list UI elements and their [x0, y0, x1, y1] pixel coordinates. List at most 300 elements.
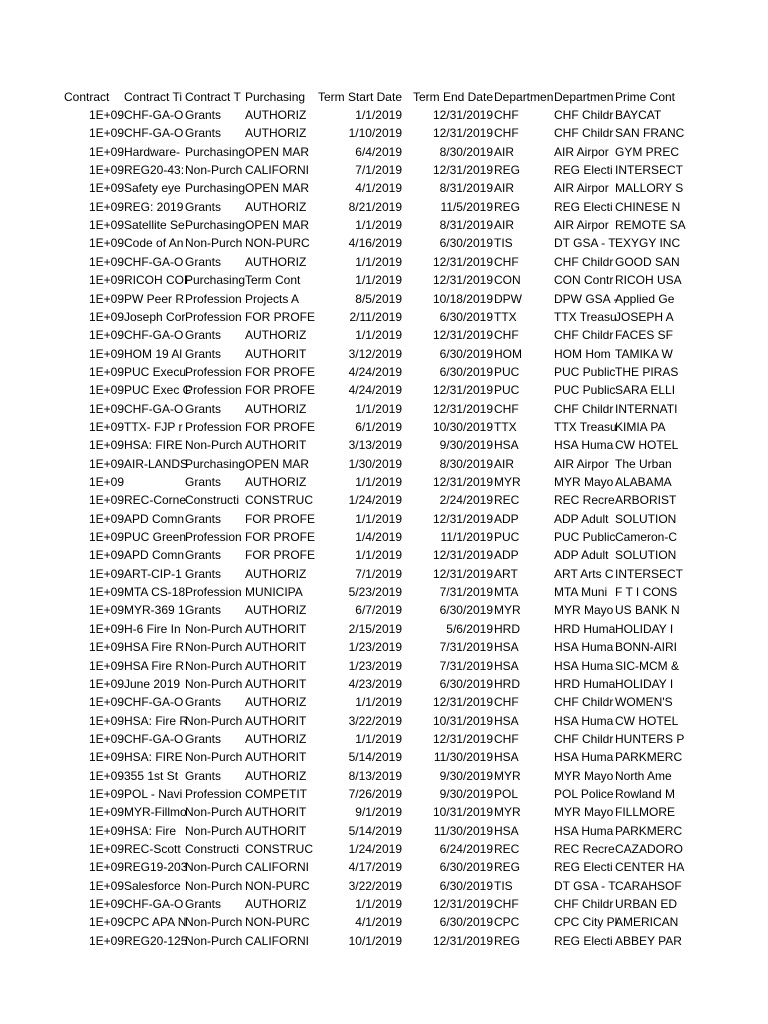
prime-contractor-cell[interactable]: US BANK N [615, 603, 680, 618]
prime-contractor-cell[interactable]: The Urban [615, 456, 672, 471]
contract-cell[interactable]: 1E+09 [88, 254, 124, 269]
contract-title-cell[interactable]: HSA Fire R [124, 640, 185, 655]
term-start-date-cell[interactable]: 4/1/2019 [355, 915, 402, 930]
header-cell-contract-type[interactable]: Contract T [185, 90, 241, 104]
department-cell[interactable]: HOM Hom [554, 346, 611, 361]
term-start-date-cell[interactable]: 9/1/2019 [355, 805, 402, 820]
contract-title-cell[interactable]: Salesforce [124, 878, 181, 893]
contract-type-cell[interactable]: Purchasing [185, 456, 246, 471]
term-end-date-cell[interactable]: 6/24/2019 [439, 842, 493, 856]
term-start-date-cell[interactable]: 6/7/2019 [355, 603, 402, 618]
department-cell[interactable]: CHF Childr [554, 401, 614, 416]
prime-contractor-cell[interactable]: HUNTERS P [615, 731, 685, 746]
department-code-cell[interactable]: HRD [494, 676, 520, 691]
department-cell[interactable]: CPC City Pl [554, 915, 618, 930]
term-end-date-cell[interactable]: 6/30/2019 [439, 878, 493, 893]
department-code-cell[interactable]: AIR [494, 144, 515, 159]
term-start-date-cell[interactable]: 6/4/2019 [355, 144, 402, 159]
purchasing-cell[interactable]: AUTHORIT [245, 346, 307, 361]
term-end-date-cell[interactable]: 6/30/2019 [439, 309, 493, 324]
department-code-cell[interactable]: DPW [494, 291, 522, 306]
contract-type-cell[interactable]: Grants [185, 254, 222, 269]
prime-contractor-cell[interactable]: CW HOTEL [615, 713, 679, 728]
contract-cell[interactable]: 1E+09 [88, 842, 124, 856]
contract-title-cell[interactable]: CHF-GA-O [124, 401, 184, 416]
department-code-cell[interactable]: TTX [494, 309, 517, 324]
contract-cell[interactable]: 1E+09 [88, 530, 124, 545]
purchasing-cell[interactable]: MUNICIPA [245, 585, 303, 600]
prime-contractor-cell[interactable]: North Ame [615, 768, 672, 783]
term-end-date-cell[interactable]: 6/30/2019 [439, 364, 493, 379]
contract-cell[interactable]: 1E+09 [88, 419, 124, 434]
purchasing-cell[interactable]: COMPETIT [245, 786, 307, 801]
contract-title-cell[interactable]: Satellite Se [124, 218, 185, 233]
prime-contractor-cell[interactable]: JOSEPH A [615, 309, 674, 324]
contract-cell[interactable]: 1E+09 [88, 768, 124, 783]
prime-contractor-cell[interactable]: BAYCAT [615, 108, 662, 122]
purchasing-cell[interactable]: AUTHORIT [245, 658, 307, 673]
department-code-cell[interactable]: REC [494, 842, 520, 856]
contract-title-cell[interactable]: CHF-GA-O [124, 328, 184, 343]
term-end-date-cell[interactable]: 10/31/2019 [432, 805, 493, 820]
contract-cell[interactable]: 1E+09 [88, 181, 124, 196]
prime-contractor-cell[interactable]: CHINESE N [615, 199, 681, 214]
contract-title-cell[interactable]: MTA CS-18 [124, 585, 186, 600]
purchasing-cell[interactable]: OPEN MAR [245, 144, 310, 159]
term-end-date-cell[interactable]: 6/30/2019 [439, 860, 493, 875]
contract-title-cell[interactable]: CHF-GA-O [124, 126, 184, 141]
department-cell[interactable]: HRD Huma [554, 621, 616, 636]
term-end-date-cell[interactable]: 11/30/2019 [433, 750, 493, 765]
department-code-cell[interactable]: AIR [494, 456, 515, 471]
contract-title-cell[interactable]: Hardware- [124, 144, 181, 159]
contract-type-cell[interactable]: Non-Purch [185, 860, 243, 875]
contract-title-cell[interactable]: Code of An [124, 236, 184, 251]
prime-contractor-cell[interactable]: INTERSECT [615, 163, 684, 178]
department-code-cell[interactable]: HSA [494, 750, 519, 765]
header-cell-term-start-date[interactable]: Term Start Date [317, 90, 402, 104]
contract-cell[interactable]: 1E+09 [88, 640, 124, 655]
department-code-cell[interactable]: MYR [494, 768, 521, 783]
contract-cell[interactable]: 1E+09 [88, 383, 124, 398]
department-cell[interactable]: CHF Childr [554, 254, 614, 269]
purchasing-cell[interactable]: AUTHORIT [245, 750, 307, 765]
prime-contractor-cell[interactable]: GYM PREC [615, 144, 680, 159]
department-cell[interactable]: CHF Childr [554, 126, 614, 141]
term-end-date-cell[interactable]: 9/30/2019 [439, 768, 493, 783]
prime-contractor-cell[interactable]: ALABAMA [615, 475, 672, 489]
department-cell[interactable]: PUC Public [554, 364, 616, 379]
contract-type-cell[interactable]: Non-Purch [185, 878, 243, 893]
contract-title-cell[interactable]: APD Comn [124, 511, 185, 526]
contract-title-cell[interactable]: PUC Execu [124, 364, 187, 379]
department-code-cell[interactable]: CHF [494, 328, 519, 343]
contract-type-cell[interactable]: Profession [185, 364, 242, 379]
header-cell-term-end-date[interactable]: Term End Date [412, 90, 493, 104]
department-cell[interactable]: HSA Huma [554, 438, 614, 453]
term-start-date-cell[interactable]: 4/17/2019 [348, 860, 402, 875]
prime-contractor-cell[interactable]: INTERNATI [615, 401, 678, 416]
term-start-date-cell[interactable]: 10/1/2019 [348, 933, 402, 948]
contract-title-cell[interactable]: HSA: Fire [124, 823, 177, 838]
purchasing-cell[interactable]: CONSTRUC [245, 493, 313, 508]
contract-cell[interactable]: 1E+09 [88, 897, 124, 912]
term-end-date-cell[interactable]: 8/31/2019 [439, 181, 493, 196]
term-start-date-cell[interactable]: 3/12/2019 [348, 346, 402, 361]
department-code-cell[interactable]: ART [494, 566, 518, 581]
department-cell[interactable]: MTA Muni [554, 585, 608, 600]
department-code-cell[interactable]: CHF [494, 897, 519, 912]
purchasing-cell[interactable]: FOR PROFE [245, 364, 316, 379]
department-code-cell[interactable]: TIS [494, 236, 513, 251]
header-cell-department[interactable]: Departmen [554, 90, 614, 104]
prime-contractor-cell[interactable]: RICOH USA [615, 273, 682, 288]
prime-contractor-cell[interactable]: BONN-AIRI [615, 640, 678, 655]
department-code-cell[interactable]: CHF [494, 695, 519, 710]
term-end-date-cell[interactable]: 11/1/2019 [440, 530, 493, 545]
term-end-date-cell[interactable]: 9/30/2019 [439, 786, 493, 801]
contract-cell[interactable]: 1E+09 [88, 401, 124, 416]
term-start-date-cell[interactable]: 1/1/2019 [355, 475, 402, 489]
contract-cell[interactable]: 1E+09 [88, 823, 124, 838]
department-cell[interactable]: REG Electi [554, 933, 613, 948]
contract-type-cell[interactable]: Grants [185, 603, 222, 618]
contract-title-cell[interactable]: June 2019 [124, 676, 181, 691]
department-cell[interactable]: PUC Public [554, 530, 616, 545]
purchasing-cell[interactable]: AUTHORIZ [245, 695, 307, 710]
header-cell-department-code[interactable]: Departmen [494, 90, 554, 104]
term-end-date-cell[interactable]: 12/31/2019 [432, 897, 493, 912]
term-start-date-cell[interactable]: 1/23/2019 [348, 658, 402, 673]
prime-contractor-cell[interactable]: F T I CONS [615, 585, 678, 600]
term-start-date-cell[interactable]: 4/24/2019 [348, 364, 402, 379]
term-end-date-cell[interactable]: 10/31/2019 [432, 713, 493, 728]
term-start-date-cell[interactable]: 8/13/2019 [348, 768, 402, 783]
term-start-date-cell[interactable]: 1/24/2019 [348, 493, 402, 508]
term-start-date-cell[interactable]: 7/26/2019 [348, 786, 402, 801]
term-end-date-cell[interactable]: 11/5/2019 [440, 199, 493, 214]
contract-type-cell[interactable]: Profession [185, 309, 242, 324]
department-code-cell[interactable]: CHF [494, 126, 519, 141]
purchasing-cell[interactable]: FOR PROFE [245, 309, 316, 324]
term-end-date-cell[interactable]: 12/31/2019 [432, 401, 493, 416]
contract-title-cell[interactable]: CHF-GA-O [124, 254, 184, 269]
contract-cell[interactable]: 1E+09 [88, 548, 124, 563]
department-code-cell[interactable]: AIR [494, 181, 515, 196]
term-end-date-cell[interactable]: 6/30/2019 [439, 346, 493, 361]
contract-title-cell[interactable]: REG: 2019 [124, 199, 184, 214]
department-cell[interactable]: REG Electi [554, 860, 613, 875]
contract-type-cell[interactable]: Non-Purch [185, 676, 243, 691]
purchasing-cell[interactable]: AUTHORIZ [245, 475, 307, 489]
contract-cell[interactable]: 1E+09 [88, 621, 124, 636]
term-start-date-cell[interactable]: 2/11/2019 [349, 309, 402, 324]
prime-contractor-cell[interactable]: SOLUTION [615, 511, 677, 526]
contract-type-cell[interactable]: Grants [185, 768, 222, 783]
term-start-date-cell[interactable]: 7/1/2019 [355, 566, 402, 581]
contract-title-cell[interactable]: REG20-125 [124, 933, 188, 948]
term-end-date-cell[interactable]: 8/30/2019 [439, 144, 493, 159]
prime-contractor-cell[interactable]: HOLIDAY I [615, 621, 674, 636]
contract-type-cell[interactable]: Non-Purch [185, 640, 243, 655]
contract-cell[interactable]: 1E+09 [88, 328, 124, 343]
purchasing-cell[interactable]: Projects A [245, 291, 300, 306]
purchasing-cell[interactable]: Term Cont [245, 273, 301, 288]
department-cell[interactable]: DT GSA - T [554, 878, 616, 893]
department-code-cell[interactable]: AIR [494, 218, 515, 233]
term-start-date-cell[interactable]: 1/23/2019 [348, 640, 402, 655]
contract-title-cell[interactable]: 355 1st St [124, 768, 179, 783]
contract-cell[interactable]: 1E+09 [88, 566, 124, 581]
header-cell-purchasing[interactable]: Purchasing [245, 90, 306, 104]
contract-cell[interactable]: 1E+09 [88, 658, 124, 673]
term-start-date-cell[interactable]: 1/1/2019 [355, 897, 402, 912]
contract-type-cell[interactable]: Purchasing [185, 181, 246, 196]
contract-type-cell[interactable]: Grants [185, 401, 222, 416]
contract-type-cell[interactable]: Non-Purch [185, 933, 243, 948]
contract-cell[interactable]: 1E+09 [88, 511, 124, 526]
term-start-date-cell[interactable]: 1/1/2019 [355, 218, 402, 233]
department-code-cell[interactable]: PUC [494, 530, 520, 545]
prime-contractor-cell[interactable]: CW HOTEL [615, 438, 679, 453]
contract-cell[interactable]: 1E+09 [88, 163, 124, 178]
prime-contractor-cell[interactable]: EXYGY INC [615, 236, 681, 251]
contract-title-cell[interactable]: HOM 19 Al [124, 346, 183, 361]
contract-cell[interactable]: 1E+09 [88, 493, 124, 508]
term-start-date-cell[interactable]: 1/10/2019 [348, 126, 402, 141]
prime-contractor-cell[interactable]: SAN FRANC [615, 126, 685, 141]
department-cell[interactable]: MYR Mayo [554, 475, 614, 489]
term-end-date-cell[interactable]: 12/31/2019 [432, 254, 493, 269]
department-cell[interactable]: HSA Huma [554, 640, 614, 655]
contract-cell[interactable]: 1E+09 [88, 731, 124, 746]
department-cell[interactable]: AIR Airpor [554, 181, 609, 196]
purchasing-cell[interactable]: OPEN MAR [245, 456, 310, 471]
purchasing-cell[interactable]: AUTHORIZ [245, 897, 307, 912]
contract-title-cell[interactable]: CHF-GA-O [124, 695, 184, 710]
department-code-cell[interactable]: REG [494, 199, 521, 214]
contract-cell[interactable]: 1E+09 [88, 878, 124, 893]
term-start-date-cell[interactable]: 4/16/2019 [348, 236, 402, 251]
contract-cell[interactable]: 1E+09 [88, 695, 124, 710]
contract-type-cell[interactable]: Grants [185, 695, 222, 710]
department-cell[interactable]: HSA Huma [554, 713, 614, 728]
term-end-date-cell[interactable]: 7/31/2019 [439, 585, 493, 600]
department-cell[interactable]: MYR Mayo [554, 603, 614, 618]
prime-contractor-cell[interactable]: URBAN ED [615, 897, 678, 912]
department-code-cell[interactable]: HRD [494, 621, 520, 636]
contract-type-cell[interactable]: Grants [185, 511, 222, 526]
term-start-date-cell[interactable]: 1/1/2019 [355, 731, 402, 746]
department-cell[interactable]: CHF Childr [554, 731, 614, 746]
department-code-cell[interactable]: MYR [494, 603, 521, 618]
contract-type-cell[interactable]: Grants [185, 566, 222, 581]
department-code-cell[interactable]: CPC [494, 915, 520, 930]
department-code-cell[interactable]: MYR [494, 475, 521, 489]
department-code-cell[interactable]: HSA [494, 438, 519, 453]
department-cell[interactable]: TTX Treasu [554, 309, 617, 324]
department-cell[interactable]: HSA Huma [554, 750, 614, 765]
contract-cell[interactable]: 1E+09 [88, 108, 124, 122]
term-end-date-cell[interactable]: 12/31/2019 [432, 511, 493, 526]
term-start-date-cell[interactable]: 8/21/2019 [348, 199, 402, 214]
contract-title-cell[interactable]: MYR-369 1 [124, 603, 185, 618]
purchasing-cell[interactable]: OPEN MAR [245, 181, 310, 196]
purchasing-cell[interactable]: FOR PROFE [245, 530, 316, 545]
contract-cell[interactable]: 1E+09 [88, 218, 124, 233]
term-end-date-cell[interactable]: 12/31/2019 [432, 273, 493, 288]
term-end-date-cell[interactable]: 6/30/2019 [439, 603, 493, 618]
purchasing-cell[interactable]: FOR PROFE [245, 548, 316, 563]
department-cell[interactable]: MYR Mayo [554, 768, 614, 783]
purchasing-cell[interactable]: CALIFORNI [245, 933, 310, 948]
term-start-date-cell[interactable]: 1/1/2019 [355, 511, 402, 526]
term-end-date-cell[interactable]: 5/6/2019 [446, 621, 493, 636]
contract-type-cell[interactable]: Purchasing [185, 144, 246, 159]
contract-type-cell[interactable]: Profession [185, 419, 242, 434]
term-end-date-cell[interactable]: 12/31/2019 [432, 566, 493, 581]
term-start-date-cell[interactable]: 1/30/2019 [348, 456, 402, 471]
contract-type-cell[interactable]: Grants [185, 126, 222, 141]
term-end-date-cell[interactable]: 12/31/2019 [432, 383, 493, 398]
purchasing-cell[interactable]: FOR PROFE [245, 511, 316, 526]
department-cell[interactable]: AIR Airpor [554, 218, 609, 233]
purchasing-cell[interactable]: CALIFORNI [245, 860, 310, 875]
prime-contractor-cell[interactable]: CARAHSOF [615, 878, 682, 893]
contract-cell[interactable]: 1E+09 [88, 585, 124, 600]
term-end-date-cell[interactable]: 12/31/2019 [432, 731, 493, 746]
department-cell[interactable]: ADP Adult [554, 548, 609, 563]
prime-contractor-cell[interactable]: CENTER HA [615, 860, 685, 875]
term-start-date-cell[interactable]: 7/1/2019 [355, 163, 402, 178]
contract-cell[interactable]: 1E+09 [88, 126, 124, 141]
term-start-date-cell[interactable]: 8/5/2019 [355, 291, 402, 306]
contract-title-cell[interactable]: REG20-43: [124, 163, 185, 178]
contract-cell[interactable]: 1E+09 [88, 291, 124, 306]
department-code-cell[interactable]: MYR [494, 805, 521, 820]
term-end-date-cell[interactable]: 6/30/2019 [439, 915, 493, 930]
contract-cell[interactable]: 1E+09 [88, 346, 124, 361]
contract-cell[interactable]: 1E+09 [88, 603, 124, 618]
department-code-cell[interactable]: CHF [494, 254, 519, 269]
contract-title-cell[interactable]: PUC Exec C [124, 383, 192, 398]
contract-type-cell[interactable]: Grants [185, 731, 222, 746]
contract-title-cell[interactable]: CHF-GA-O [124, 897, 184, 912]
prime-contractor-cell[interactable]: PARKMERC [615, 823, 683, 838]
contract-type-cell[interactable]: Non-Purch [185, 823, 243, 838]
term-end-date-cell[interactable]: 12/31/2019 [432, 328, 493, 343]
department-cell[interactable]: POL Police [554, 786, 614, 801]
department-code-cell[interactable]: HSA [494, 640, 519, 655]
purchasing-cell[interactable]: AUTHORIZ [245, 199, 307, 214]
contract-title-cell[interactable]: CPC APA N [124, 915, 187, 930]
purchasing-cell[interactable]: AUTHORIT [245, 676, 307, 691]
department-cell[interactable]: CHF Childr [554, 897, 614, 912]
term-start-date-cell[interactable]: 5/14/2019 [348, 750, 402, 765]
contract-title-cell[interactable]: REC-Scott [124, 842, 181, 856]
prime-contractor-cell[interactable]: SARA ELLI [615, 383, 676, 398]
prime-contractor-cell[interactable]: TAMIKA W [615, 346, 673, 361]
department-cell[interactable]: CHF Childr [554, 108, 614, 122]
contract-title-cell[interactable]: MYR-Fillmo [124, 805, 187, 820]
contract-title-cell[interactable]: CHF-GA-O [124, 731, 184, 746]
contract-title-cell[interactable]: PW Peer R [124, 291, 185, 306]
contract-title-cell[interactable]: HSA: FIRE [124, 438, 183, 453]
contract-cell[interactable]: 1E+09 [88, 860, 124, 875]
purchasing-cell[interactable]: CONSTRUC [245, 842, 313, 856]
contract-cell[interactable]: 1E+09 [88, 199, 124, 214]
contract-cell[interactable]: 1E+09 [88, 364, 124, 379]
purchasing-cell[interactable]: AUTHORIZ [245, 328, 307, 343]
term-start-date-cell[interactable]: 3/22/2019 [348, 713, 402, 728]
contract-cell[interactable]: 1E+09 [88, 144, 124, 159]
term-start-date-cell[interactable]: 5/14/2019 [348, 823, 402, 838]
term-start-date-cell[interactable]: 4/23/2019 [348, 676, 402, 691]
contract-title-cell[interactable]: Joseph Cor [124, 309, 186, 324]
contract-cell[interactable]: 1E+09 [88, 805, 124, 820]
prime-contractor-cell[interactable]: Cameron-C [615, 530, 678, 545]
purchasing-cell[interactable]: AUTHORIT [245, 823, 307, 838]
prime-contractor-cell[interactable]: INTERSECT [615, 566, 684, 581]
purchasing-cell[interactable]: CALIFORNI [245, 163, 310, 178]
department-code-cell[interactable]: REG [494, 933, 521, 948]
contract-cell[interactable]: 1E+09 [88, 456, 124, 471]
department-code-cell[interactable]: TIS [494, 878, 513, 893]
term-end-date-cell[interactable]: 9/30/2019 [439, 438, 493, 453]
department-code-cell[interactable]: TTX [494, 419, 517, 434]
department-code-cell[interactable]: HSA [494, 713, 519, 728]
department-cell[interactable]: REG Electi [554, 199, 613, 214]
contract-title-cell[interactable]: Safety eye [124, 181, 181, 196]
term-start-date-cell[interactable]: 1/1/2019 [355, 401, 402, 416]
purchasing-cell[interactable]: AUTHORIZ [245, 768, 307, 783]
department-cell[interactable]: PUC Public [554, 383, 616, 398]
contract-cell[interactable]: 1E+09 [88, 750, 124, 765]
contract-type-cell[interactable]: Grants [185, 897, 222, 912]
contract-title-cell[interactable]: AIR-LANDS [124, 456, 189, 471]
department-cell[interactable]: REG Electi [554, 163, 613, 178]
term-start-date-cell[interactable]: 1/1/2019 [355, 695, 402, 710]
contract-type-cell[interactable]: Non-Purch [185, 750, 243, 765]
prime-contractor-cell[interactable]: FACES SF [615, 328, 674, 343]
contract-title-cell[interactable]: HSA: Fire R [124, 713, 189, 728]
department-code-cell[interactable]: REC [494, 493, 520, 508]
contract-title-cell[interactable]: APD Comn [124, 548, 185, 563]
department-cell[interactable]: TTX Treasu [554, 419, 617, 434]
contract-type-cell[interactable]: Purchasing [185, 273, 246, 288]
contract-type-cell[interactable]: Purchasing [185, 218, 246, 233]
contract-cell[interactable]: 1E+09 [88, 786, 124, 801]
department-cell[interactable]: ADP Adult [554, 511, 609, 526]
term-start-date-cell[interactable]: 5/23/2019 [348, 585, 402, 600]
department-code-cell[interactable]: CHF [494, 108, 519, 122]
purchasing-cell[interactable]: AUTHORIZ [245, 126, 307, 141]
contract-cell[interactable]: 1E+09 [88, 676, 124, 691]
term-end-date-cell[interactable]: 8/31/2019 [439, 218, 493, 233]
contract-type-cell[interactable]: Profession [185, 383, 242, 398]
term-start-date-cell[interactable]: 3/13/2019 [348, 438, 402, 453]
department-cell[interactable]: HSA Huma [554, 658, 614, 673]
department-cell[interactable]: HSA Huma [554, 823, 614, 838]
prime-contractor-cell[interactable]: WOMEN'S [615, 695, 673, 710]
prime-contractor-cell[interactable]: GOOD SAN [615, 254, 680, 269]
purchasing-cell[interactable]: AUTHORIT [245, 438, 307, 453]
contract-title-cell[interactable]: CHF-GA-O [124, 108, 184, 122]
contract-title-cell[interactable]: REG19-203 [124, 860, 188, 875]
contract-type-cell[interactable]: Constructi [185, 842, 240, 856]
term-start-date-cell[interactable]: 1/1/2019 [355, 328, 402, 343]
purchasing-cell[interactable]: AUTHORIZ [245, 108, 307, 122]
